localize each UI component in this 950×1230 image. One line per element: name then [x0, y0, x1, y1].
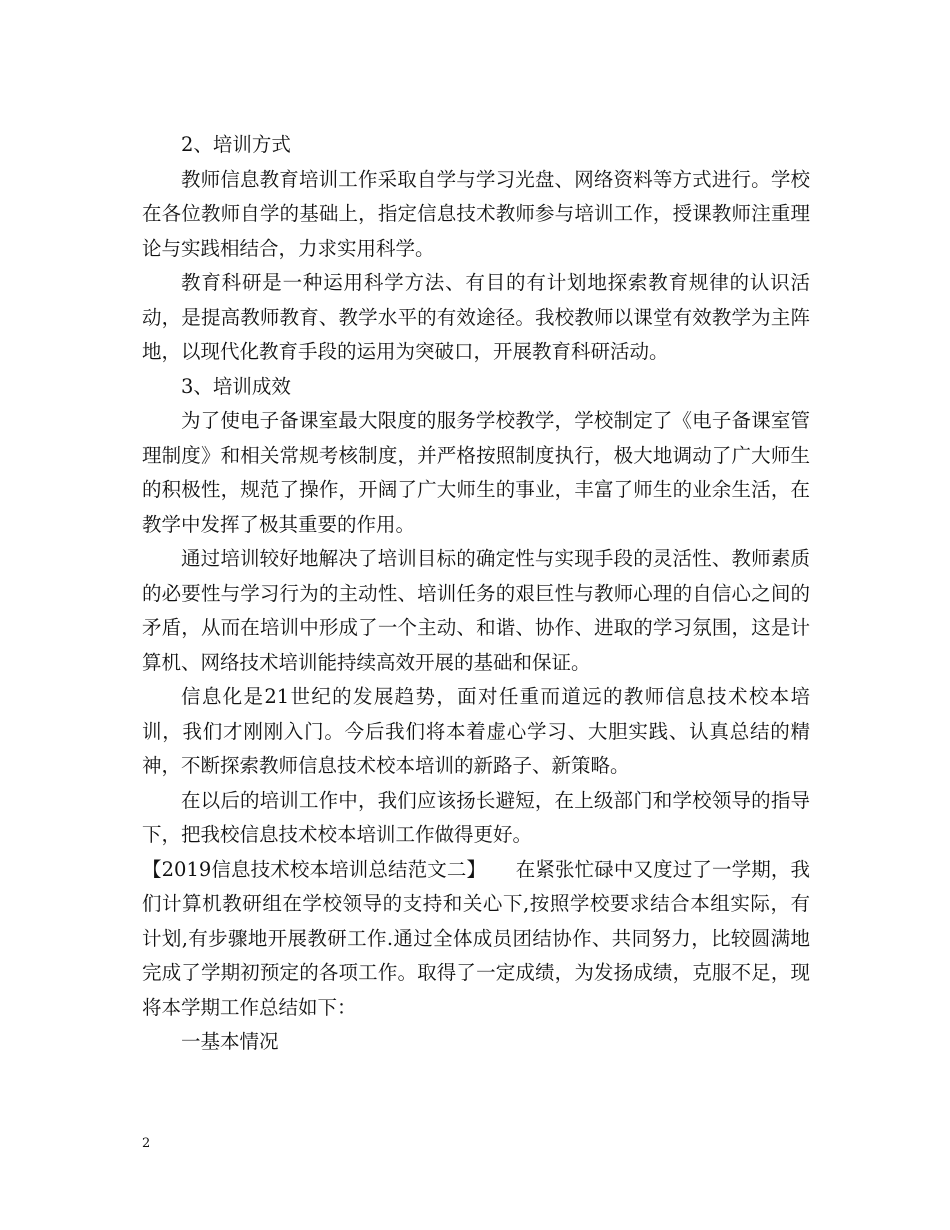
section-heading-training-method: 2、培训方式	[181, 133, 291, 156]
page-number: 2	[142, 1136, 151, 1151]
paragraph-electronic-lesson-room: 为了使电子备课室最大限度的服务学校教学，学校制定了《电子备课室管理制度》和相关常规考核制度，并严格按照制度执行，极大地调动了广大师生的积极性，规范了操作，开阔了广大师生的事业，丰富了师生的业余生活，在教学中发挥了极其重要的作用。	[142, 409, 810, 536]
section-heading-basic-situation: 一基本情况	[181, 1030, 279, 1053]
paragraph-future-work: 在以后的培训工作中，我们应该扬长避短，在上级部门和学校领导的指导下，把我校信息技术校本培训工作做得更好。	[142, 788, 810, 846]
document-body	[142, 128, 810, 1060]
paragraph-training-method: 教师信息教育培训工作采取自学与学习光盘、网络资料等方式进行。学校在各位教师自学的基础上，指定信息技术教师参与培训工作，授课教师注重理论与实践相结合，力求实用科学。	[142, 167, 810, 260]
section-heading-training-results: 3、培训成效	[181, 374, 291, 398]
paragraph-education-research: 教育科研是一种运用科学方法、有目的有计划地探索教育规律的认识活动，是提高教师教育、教学水平的有效途径。我校教师以课堂有效教学为主阵地，以现代化教育手段的运用为突破口，开展教育科研活动。	[142, 271, 810, 363]
paragraph-training-solutions: 通过培训较好地解决了培训目标的确定性与实现手段的灵活性、教师素质的必要性与学习行为的主动性、培训任务的艰巨性与教师心理的自信心之间的矛盾，从而在培训中形成了一个主动、和谐、协作、进取的学习氛围，这是计算机、网络技术培训能持续高效开展的基础和保证。	[142, 547, 810, 674]
paragraph-summary-two: 【2019信息技术校本培训总结范文二】 在紧张忙碌中又度过了一学期，我们计算机教研组在学校领导的支持和关心下,按照学校要求结合本组实际，有计划,有步骤地开展教研工作.通过全体成员团结协作、共同努力，比较圆满地完成了学期初预定的各项工作。取得了一定成绩，为发扬成绩，克服不足，现将本学期工作总结如下：	[142, 857, 810, 1019]
paragraph-informatization: 信息化是21世纪的发展趋势，面对任重而道远的教师信息技术校本培训，我们才刚刚入门。今后我们将本着虚心学习、大胆实践、认真总结的精神，不断探索教师信息技术校本培训的新路子、新策略。	[142, 685, 810, 777]
